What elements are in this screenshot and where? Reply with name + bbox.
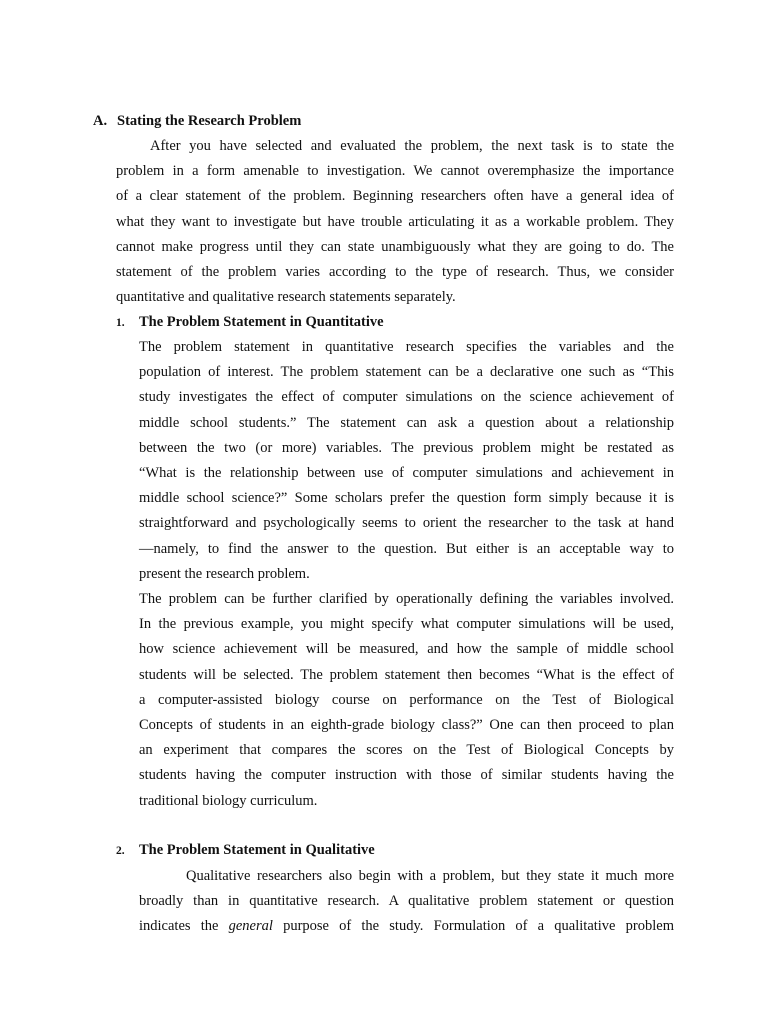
paragraph-line: what they want to investigate but have trouble articulating it as a workable problem. They (116, 213, 674, 230)
paragraph-line: students having the computer instruction with those of similar students having the (139, 767, 674, 784)
paragraph-line: between the two (or more) variables. The previous problem might be restated as (139, 439, 674, 456)
section-1-paragraph-1 (139, 335, 674, 587)
paragraph-line: statement of the problem varies according to the type of research. Thus, we consider (116, 263, 674, 280)
paragraph-line: “What is the relationship between use of computer simulations and achievement in (139, 464, 674, 481)
paragraph-line: a computer-assisted biology course on performance on the Test of Biological (139, 691, 674, 708)
paragraph-line: middle school students.” The statement can ask a question about a relationship (139, 414, 674, 431)
paragraph-line: broadly than in quantitative research. A qualitative problem statement or question (139, 893, 674, 910)
paragraph-line: The problem can be further clarified by operationally defining the variables involved. (139, 591, 674, 607)
paragraph-line: of a clear statement of the problem. Beginning researchers often have a general idea of (116, 188, 674, 205)
paragraph-line: straightforward and psychologically seems to orient the researcher to the task at hand (139, 515, 674, 532)
paragraph-line: Concepts of students in an eighth-grade biology class?” One can then proceed to plan (139, 716, 674, 733)
paragraph-line: quantitative and qualitative research statements separately. (116, 289, 456, 306)
paragraph-line: traditional biology curriculum. (139, 792, 318, 809)
section-2-number: 2. (116, 845, 125, 857)
paragraph-line: The problem statement in quantitative research specifies the variables and the (139, 339, 674, 355)
section-1-heading (116, 311, 384, 333)
section-1-paragraph-2 (139, 587, 674, 814)
paragraph-line: study investigates the effect of computer simulations on the science achievement of (139, 389, 674, 406)
paragraph-line: present the research problem. (139, 565, 310, 582)
paragraph-line: an experiment that compares the scores on the Test of Biological Concepts by (139, 742, 674, 759)
section-a-paragraph (116, 134, 674, 310)
paragraph-line: In the previous example, you might specify what computer simulations will be used, (139, 616, 674, 633)
paragraph-line: students will be selected. The problem statement then becomes “What is the effect of (139, 666, 674, 683)
section-1-number: 1. (116, 317, 125, 329)
section-2-paragraph (139, 864, 674, 940)
section-2-title: The Problem Statement in Qualitative (139, 842, 375, 858)
paragraph-line: how science achievement will be measured, and how the sample of middle school (139, 641, 674, 658)
paragraph-line: cannot make progress until they can state unambiguously what they are going to do. The (116, 238, 674, 255)
section-1-title: The Problem Statement in Quantitative (139, 314, 384, 330)
section-a-title: Stating the Research Problem (117, 113, 302, 129)
paragraph-line: population of interest. The problem statement can be a declarative one such as “This (139, 364, 674, 381)
section-a-heading (93, 110, 301, 132)
paragraph-line: After you have selected and evaluated the problem, the next task is to state the (150, 138, 674, 154)
emphasis-general: general (228, 918, 273, 935)
section-2-heading (116, 839, 375, 861)
section-a-marker: A. (93, 113, 108, 129)
paragraph-line: Qualitative researchers also begin with a problem, but they state it much more (186, 868, 674, 884)
paragraph-line: —namely, to find the answer to the question. But either is an acceptable way to (139, 540, 674, 557)
paragraph-line: problem in a form amenable to investigation. We cannot overemphasize the importance (116, 163, 674, 180)
paragraph-line: indicates the general purpose of the study. Formulation of a qualitative problem (139, 918, 674, 935)
paragraph-line: middle school science?” Some scholars prefer the question form simply because it is (139, 490, 674, 507)
